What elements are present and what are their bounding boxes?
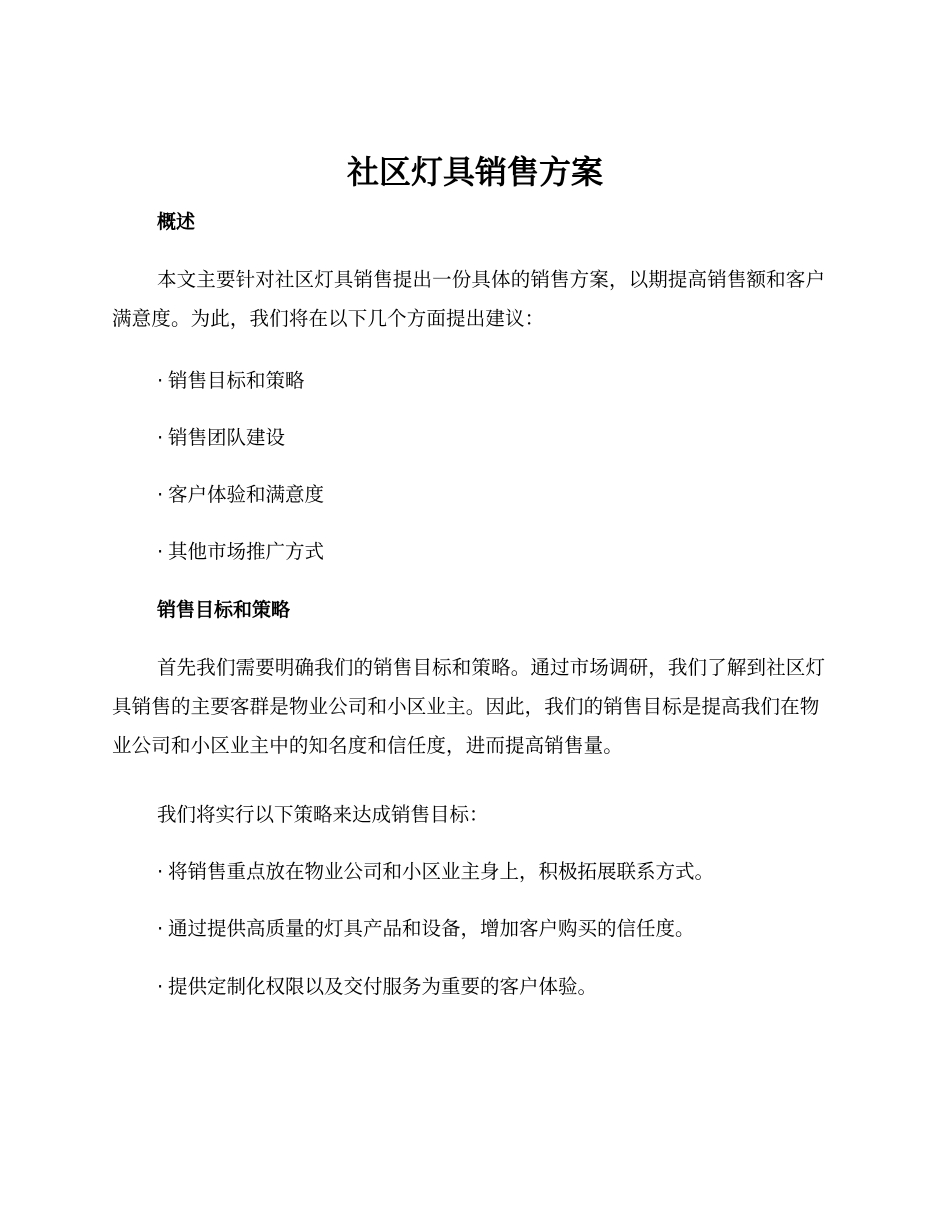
list-item-text: 销售团队建设	[168, 426, 286, 449]
overview-paragraph: 本文主要针对社区灯具销售提出一份具体的销售方案，以期提高销售额和客户满意度。为此，我们将在以下几个方面提出建议：	[112, 268, 826, 330]
list-item-text: 将销售重点放在物业公司和小区业主身上，积极拓展联系方式。	[168, 860, 715, 883]
list-item	[157, 973, 597, 1001]
list-item	[157, 858, 714, 886]
section-heading-overview: 概述	[157, 211, 196, 233]
bullet-marker: ·	[157, 975, 164, 998]
bullet-marker: ·	[157, 369, 164, 392]
list-item-text: 其他市场推广方式	[168, 540, 325, 563]
list-item	[157, 915, 695, 943]
bullet-marker: ·	[157, 540, 164, 563]
list-item	[157, 481, 324, 509]
bullet-marker: ·	[157, 483, 164, 506]
strategy-lead: 我们将实行以下策略来达成销售目标：	[157, 803, 489, 826]
list-item	[157, 367, 305, 395]
list-item	[157, 424, 285, 452]
bullet-marker: ·	[157, 860, 164, 883]
strategy-paragraph: 首先我们需要明确我们的销售目标和策略。通过市场调研，我们了解到社区灯具销售的主要客群是物业公司和小区业主。因此，我们的销售目标是提高我们在物业公司和小区业主中的知名度和信任度，进而提高销售量。	[112, 656, 826, 757]
list-item-text: 销售目标和策略	[168, 369, 305, 392]
section-heading-strategy: 销售目标和策略	[157, 599, 291, 621]
bullet-marker: ·	[157, 426, 164, 449]
list-item-text: 客户体验和满意度	[168, 483, 325, 506]
list-item-text: 提供定制化权限以及交付服务为重要的客户体验。	[168, 975, 598, 998]
bullet-marker: ·	[157, 917, 164, 940]
list-item-text: 通过提供高质量的灯具产品和设备，增加客户购买的信任度。	[168, 917, 695, 940]
list-item	[157, 538, 324, 566]
document-title: 社区灯具销售方案	[346, 153, 603, 191]
